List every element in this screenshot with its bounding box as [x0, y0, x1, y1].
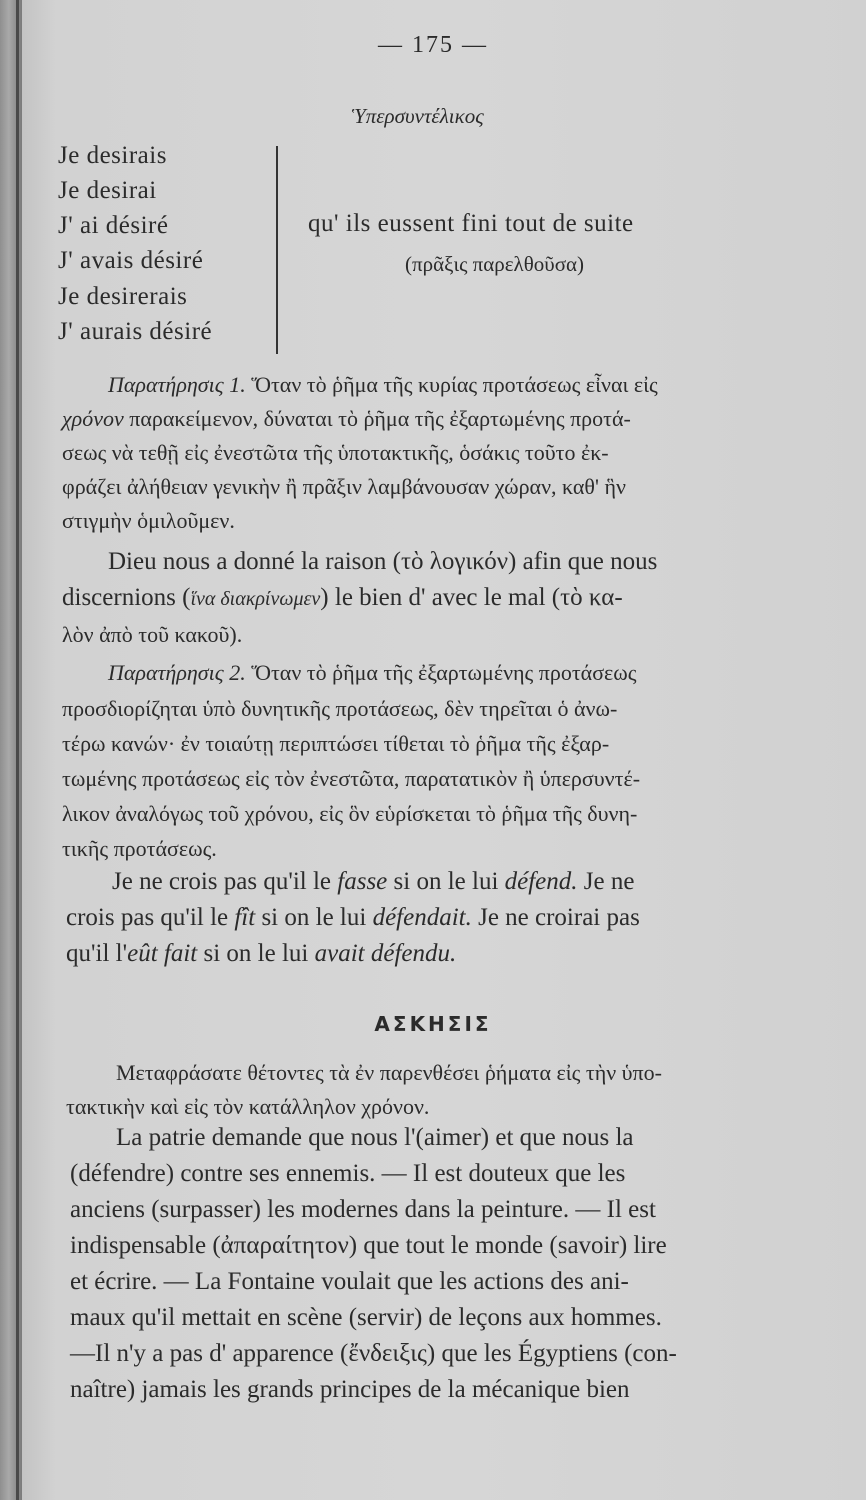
exercise-instruction: τακτικὴν καὶ εἰς τὸν κατάλληλον χρόνον. [66, 1094, 430, 1119]
note2-example-line: crois pas qu'il le fît si on le lui défendait. Je ne croirai pas [66, 904, 640, 931]
bracket-line [276, 146, 284, 354]
exercise-line: anciens (surpasser) les modernes dans la peinture. — Il est [70, 1196, 656, 1223]
exercise-heading: ΑΣΚΗΣΙΣ [374, 1012, 492, 1036]
result-clause-greek: (πρᾶξις παρελθοῦσα) [405, 252, 585, 276]
note1-label: Παρατήρησις 1. [108, 372, 246, 397]
exercise-line: (défendre) contre ses ennemis. — Il est douteux que les [70, 1160, 626, 1187]
page-number: — 175 — [378, 32, 488, 58]
note2-line: τικῆς προτάσεως. [62, 836, 217, 861]
verb-form: J' avais désiré [58, 247, 204, 274]
exercise-line: —Il n'y a pas d' apparence (ἔνδειξις) que les Égyptiens (con- [70, 1340, 677, 1367]
note2-example-line: Je ne crois pas qu'il le fasse si on le lui défend. Je ne [112, 868, 635, 895]
exercise-line: naître) jamais les grands principes de la mécanique bien [70, 1376, 630, 1403]
exercise-line: et écrire. — La Fontaine voulait que les actions des ani- [70, 1268, 629, 1295]
verb-form: Je desirerais [58, 283, 188, 310]
verb-form: Je desirai [58, 177, 157, 204]
result-clause-french: qu' ils eussent fini tout de suite [308, 210, 634, 237]
exercise-line: indispensable (ἀπαραίτητον) que tout le monde (savoir) lire [70, 1232, 667, 1259]
note1-line: Παρατήρησις 1. Ὅταν τὸ ῥῆμα τῆς κυρίας προτάσεως εἶναι εἰς [108, 372, 658, 397]
verb-form: J' aurais désiré [58, 318, 213, 345]
note2-line: λικον ἀναλόγως τοῦ χρόνου, εἰς ὃν εὑρίσκεται τὸ ῥῆμα τῆς δυνη- [62, 801, 638, 826]
tense-title: Ὑπερσυντέλικος [352, 104, 484, 128]
exercise-line: maux qu'il mettait en scène (servir) de leçons aux hommes. [70, 1304, 662, 1331]
note1-line: φράζει ἀλήθειαν γενικὴν ἢ πρᾶξιν λαμβάνουσαν χώραν, καθ' ἣν [62, 474, 626, 499]
note1-line: στιγμὴν ὁμιλοῦμεν. [62, 508, 235, 533]
spine-edge [16, 0, 19, 1500]
note1-example-line: Dieu nous a donné la raison (τὸ λογικόν) afin que nous [108, 548, 658, 575]
note1-line: σεως νὰ τεθῇ εἰς ἐνεστῶτα τῆς ὑποτακτικῆς, ὁσάκις τοῦτο ἐκ- [62, 440, 609, 465]
exercise-instruction: Μεταφράσατε θέτοντες τὰ ἐν παρενθέσει ῥήματα εἰς τὴν ὑπο- [116, 1060, 662, 1085]
note1-example-line: discernions (ἵνα διακρίνωμεν) le bien d' avec le mal (τὸ κα- [62, 584, 623, 611]
note1-example-line: λὸν ἀπὸ τοῦ κακοῦ). [62, 622, 243, 647]
note2-example-line: qu'il l'eût fait si on le lui avait défendu. [66, 940, 457, 967]
note2-label: Παρατήρησις 2. [108, 660, 246, 685]
verb-form: J' ai désiré [58, 212, 169, 239]
note2-line: τωμένης προτάσεως εἰς τὸν ἐνεστῶτα, παρατατικὸν ἢ ὑπερσυντέ- [62, 766, 641, 791]
note2-line: προσδιορίζηται ὑπὸ δυνητικῆς προτάσεως, δὲν τηρεῖται ὁ ἀνω- [62, 696, 618, 721]
verb-form: Je desirais [58, 142, 167, 169]
note1-line: χρόνον παρακείμενον, δύναται τὸ ῥῆμα τῆς ἐξαρτωμένης προτά- [62, 406, 631, 431]
note2-line: Παρατήρησις 2. Ὅταν τὸ ῥῆμα τῆς ἐξαρτωμένης προτάσεως [108, 660, 637, 685]
note2-line: τέρω κανών· ἐν τοιαύτῃ περιπτώσει τίθεται τὸ ῥῆμα τῆς ἐξαρ- [62, 731, 610, 756]
exercise-line: La patrie demande que nous l'(aimer) et que nous la [116, 1124, 634, 1151]
